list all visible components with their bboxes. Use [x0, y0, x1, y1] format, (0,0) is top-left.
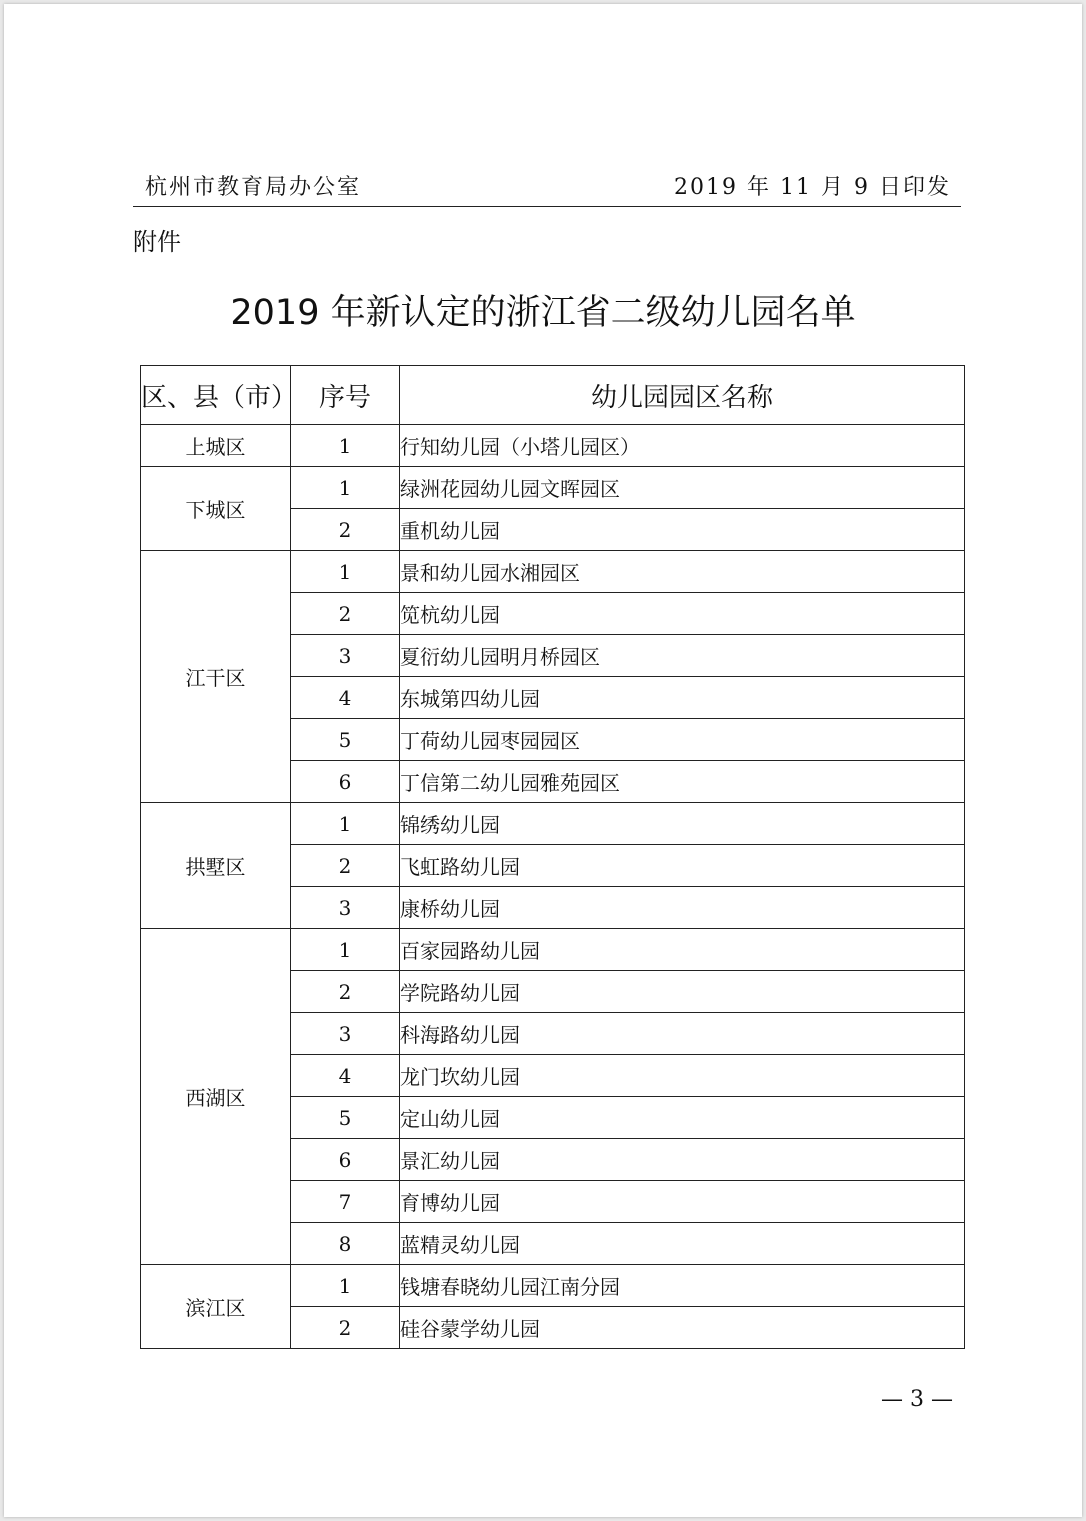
district-cell: 上城区 — [141, 425, 291, 467]
district-cell: 江干区 — [141, 551, 291, 803]
number-cell: 7 — [291, 1181, 400, 1223]
table-row — [141, 467, 965, 509]
table-row — [141, 929, 965, 971]
table-row — [141, 425, 965, 467]
kindergarten-name-cell: 绿洲花园幼儿园文晖园区 — [400, 467, 965, 509]
number-cell: 4 — [291, 677, 400, 719]
number-cell: 2 — [291, 509, 400, 551]
kindergarten-name-cell: 定山幼儿园 — [400, 1097, 965, 1139]
kindergarten-name-cell: 育博幼儿园 — [400, 1181, 965, 1223]
kindergarten-name-cell: 康桥幼儿园 — [400, 887, 965, 929]
kindergarten-name-cell: 行知幼儿园（小塔儿园区） — [400, 425, 965, 467]
column-header-name: 幼儿园园区名称 — [400, 366, 965, 425]
kindergarten-name-cell: 锦绣幼儿园 — [400, 803, 965, 845]
column-header-number: 序号 — [291, 366, 400, 425]
document-title: 2019 年新认定的浙江省二级幼儿园名单 — [230, 293, 856, 333]
kindergarten-name-cell: 东城第四幼儿园 — [400, 677, 965, 719]
issuer-text: 杭州市教育局办公室 — [145, 175, 362, 200]
kindergarten-name-cell: 学院路幼儿园 — [400, 971, 965, 1013]
kindergarten-name-cell: 硅谷蒙学幼儿园 — [400, 1307, 965, 1349]
table-body — [141, 425, 965, 1349]
number-cell: 4 — [291, 1055, 400, 1097]
number-cell: 2 — [291, 845, 400, 887]
number-cell: 6 — [291, 761, 400, 803]
kindergarten-name-cell: 丁信第二幼儿园雅苑园区 — [400, 761, 965, 803]
district-cell: 西湖区 — [141, 929, 291, 1265]
kindergarten-name-cell: 蓝精灵幼儿园 — [400, 1223, 965, 1265]
kindergarten-name-cell: 丁荷幼儿园枣园园区 — [400, 719, 965, 761]
kindergarten-table — [140, 365, 965, 1349]
number-cell: 1 — [291, 1265, 400, 1307]
column-header-district: 区、县（市） — [141, 366, 291, 425]
table-header-row — [141, 366, 965, 425]
number-cell: 1 — [291, 425, 400, 467]
kindergarten-name-cell: 钱塘春晓幼儿园江南分园 — [400, 1265, 965, 1307]
kindergarten-name-cell: 景汇幼儿园 — [400, 1139, 965, 1181]
district-cell: 拱墅区 — [141, 803, 291, 929]
kindergarten-name-cell: 笕杭幼儿园 — [400, 593, 965, 635]
kindergarten-name-cell: 飞虹路幼儿园 — [400, 845, 965, 887]
kindergarten-name-cell: 龙门坎幼儿园 — [400, 1055, 965, 1097]
kindergarten-name-cell: 重机幼儿园 — [400, 509, 965, 551]
number-cell: 1 — [291, 929, 400, 971]
number-cell: 1 — [291, 803, 400, 845]
number-cell: 2 — [291, 971, 400, 1013]
number-cell: 5 — [291, 719, 400, 761]
attachment-label: 附件 — [133, 228, 181, 256]
number-cell: 1 — [291, 467, 400, 509]
page-number: — 3 — — [881, 1387, 953, 1412]
number-cell: 3 — [291, 635, 400, 677]
number-cell: 8 — [291, 1223, 400, 1265]
number-cell: 5 — [291, 1097, 400, 1139]
district-cell: 滨江区 — [141, 1265, 291, 1349]
number-cell: 3 — [291, 1013, 400, 1055]
number-cell: 6 — [291, 1139, 400, 1181]
number-cell: 2 — [291, 1307, 400, 1349]
table-row — [141, 1265, 965, 1307]
kindergarten-name-cell: 夏衍幼儿园明月桥园区 — [400, 635, 965, 677]
table-row — [141, 803, 965, 845]
number-cell: 1 — [291, 551, 400, 593]
table-row — [141, 551, 965, 593]
number-cell: 2 — [291, 593, 400, 635]
kindergarten-name-cell: 景和幼儿园水湘园区 — [400, 551, 965, 593]
issue-date-text: 2019 年 11 月 9 日印发 — [674, 175, 951, 200]
number-cell: 3 — [291, 887, 400, 929]
document-header — [133, 170, 961, 207]
district-cell: 下城区 — [141, 467, 291, 551]
kindergarten-name-cell: 科海路幼儿园 — [400, 1013, 965, 1055]
kindergarten-name-cell: 百家园路幼儿园 — [400, 929, 965, 971]
